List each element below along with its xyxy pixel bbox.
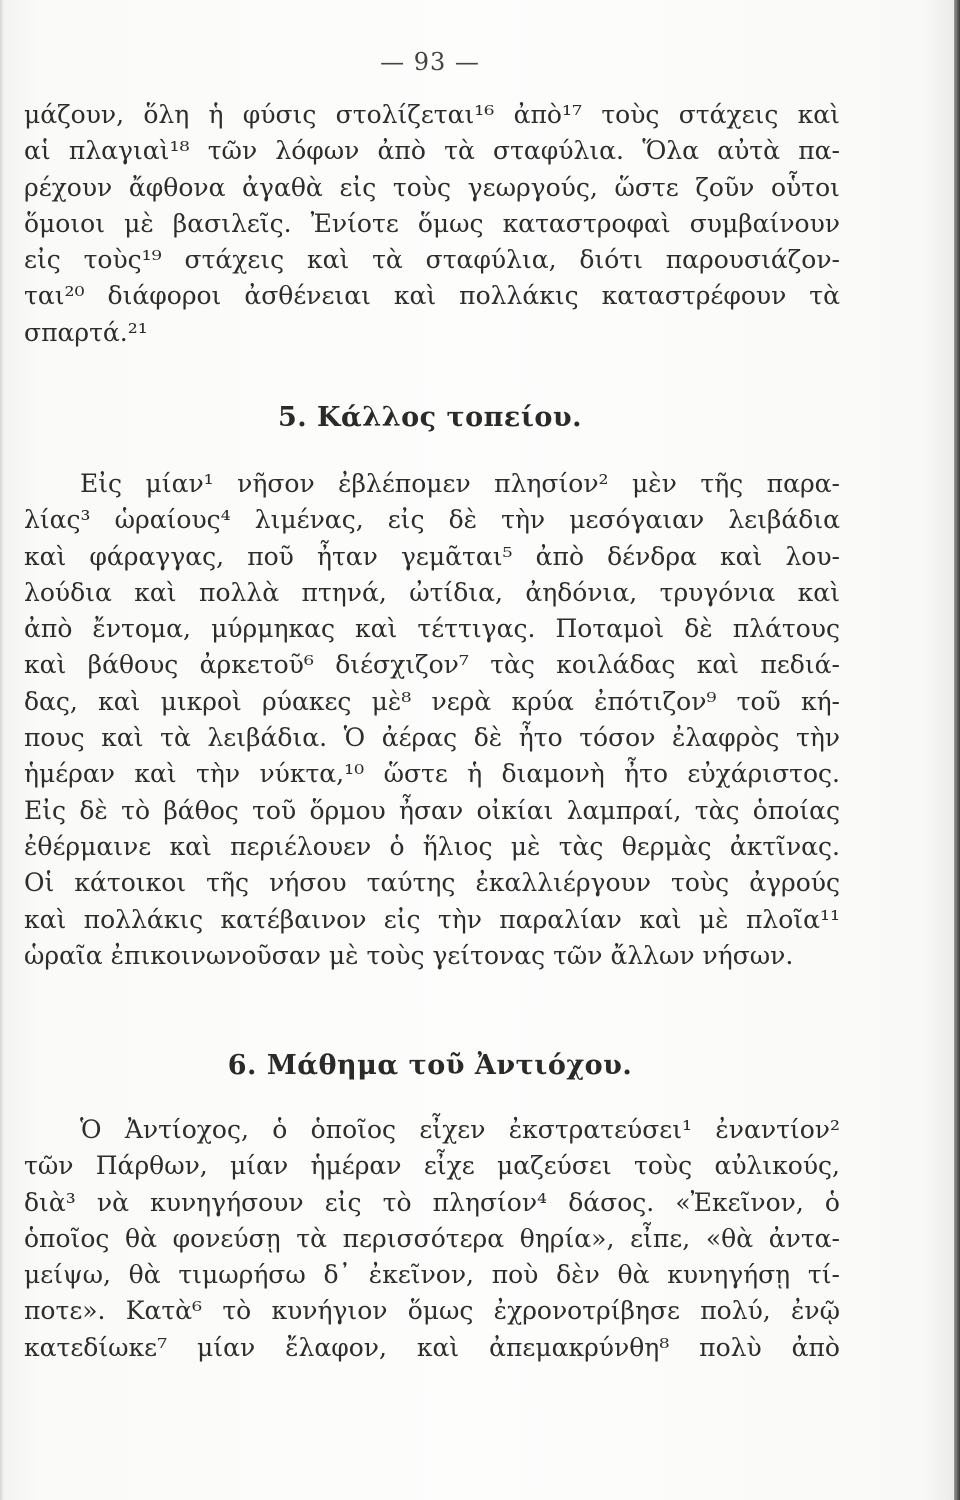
text-line: ἐθέρμαινε καὶ περιέλουεν ὁ ἥλιος μὲ τὰς θερμὰς ἀκτῖνας. (24, 831, 840, 861)
text-line: σπαρτά.²¹ (24, 317, 148, 347)
text-line: καὶ πολλάκις κατέβαινον εἰς τὴν παραλίαν καὶ μὲ πλοῖα¹¹ (24, 904, 840, 934)
section-5-paragraph (24, 466, 840, 974)
page-right-edge-shadow (954, 0, 960, 1500)
text-line: Εἰς μίαν¹ νῆσον ἐβλέπομεν πλησίον² μὲν τῆς παρα- (80, 469, 840, 498)
text-line: αἱ πλαγιαὶ¹⁸ τῶν λόφων ἀπὸ τὰ σταφύλια. Ὅλα αὐτὰ πα- (24, 136, 840, 166)
text-line: ται²⁰ διάφοροι ἀσθένειαι καὶ πολλάκις καταστρέφουν τὰ (24, 281, 840, 311)
text-line: κατεδίωκε⁷ μίαν ἔλαφον, καὶ ἀπεμακρύνθη⁸ πολὺ ἀπὸ (24, 1332, 840, 1362)
text-line: Εἰς δὲ τὸ βάθος τοῦ ὅρμου ἦσαν οἰκίαι λαμπραί, τὰς ὁποίας (24, 795, 840, 825)
paragraph-continued (24, 97, 840, 351)
text-line: καὶ βάθους ἀρκετοῦ⁶ διέσχιζον⁷ τὰς κοιλάδας καὶ πεδιά- (24, 650, 840, 680)
text-line: ποτε». Κατὰ⁶ τὸ κυνήγιον ὅμως ἐχρονοτρίβησε πολύ, ἐνῷ (24, 1296, 840, 1326)
text-line: ὁποῖος θὰ φονεύσῃ τὰ περισσότερα θηρία», εἶπε, «θὰ ἀντα- (24, 1223, 840, 1253)
text-line: λίας³ ὡραίους⁴ λιμένας, εἰς δὲ τὴν μεσόγαιαν λειβάδια (24, 505, 840, 535)
text-line: ἡμέραν καὶ τὴν νύκτα,¹⁰ ὥστε ἡ διαμονὴ ἦτο εὐχάριστος. (24, 759, 840, 789)
text-line: λούδια καὶ πολλὰ πτηνά, ὠτίδια, ἀηδόνια, τρυγόνια καὶ (24, 577, 840, 607)
text-line: τῶν Πάρθων, μίαν ἡμέραν εἶχε μαζεύσει τοὺς αὐλικούς, (24, 1151, 840, 1181)
text-line: εἰς τοὺς¹⁹ στάχεις καὶ τὰ σταφύλια, διότι παρουσιάζον- (24, 245, 840, 275)
text-line: μείψω, θὰ τιμωρήσω δ᾽ ἐκεῖνον, ποὺ δὲν θὰ κυνηγήσῃ τί- (24, 1260, 840, 1290)
text-line: Οἱ κάτοικοι τῆς νήσου ταύτης ἐκαλλιέργουν τοὺς ἀγρούς (24, 868, 840, 898)
text-line: πους καὶ τὰ λειβάδια. Ὁ ἀέρας δὲ ἦτο τόσον ἐλαφρὸς τὴν (24, 723, 840, 753)
section-heading-6: 6. Μάθημα τοῦ Ἀντιόχου. (227, 1050, 633, 1081)
text-line: ρέχουν ἄφθονα ἀγαθὰ εἰς τοὺς γεωργούς, ὥστε ζοῦν οὗτοι (24, 172, 840, 202)
page-left-edge (0, 0, 4, 1500)
text-line: διὰ³ νὰ κυνηγήσουν εἰς τὸ πλησίον⁴ δάσος. «Ἐκεῖνον, ὁ (24, 1187, 840, 1217)
text-line: ὡραῖα ἐπικοινωνοῦσαν μὲ τοὺς γείτονας τῶν ἄλλων νήσων. (24, 940, 794, 970)
section-heading-5: 5. Κάλλος τοπείου. (277, 402, 583, 433)
text-line: δας, καὶ μικροὶ ρύακες μὲ⁸ νερὰ κρύα ἐπότιζον⁹ τοῦ κή- (24, 686, 840, 716)
text-line: καὶ φάραγγας, ποῦ ἦταν γεμᾶται⁵ ἀπὸ δένδρα καὶ λου- (24, 541, 840, 571)
text-line: μάζουν, ὅλη ἡ φύσις στολίζεται¹⁶ ἀπὸ¹⁷ τοὺς στάχεις καὶ (24, 100, 840, 129)
section-6-paragraph (24, 1112, 840, 1366)
text-line: Ὁ Ἀντίοχος, ὁ ὁποῖος εἶχεν ἐκστρατεύσει¹ ἐναντίον² (80, 1115, 840, 1144)
page-number: — 93 — (380, 48, 480, 76)
text-line: ἀπὸ ἔντομα, μύρμηκας καὶ τέττιγας. Ποταμοὶ δὲ πλάτους (24, 614, 840, 644)
text-line: ὅμοιοι μὲ βασιλεῖς. Ἐνίοτε ὅμως καταστροφαὶ συμβαίνουν (24, 208, 840, 238)
